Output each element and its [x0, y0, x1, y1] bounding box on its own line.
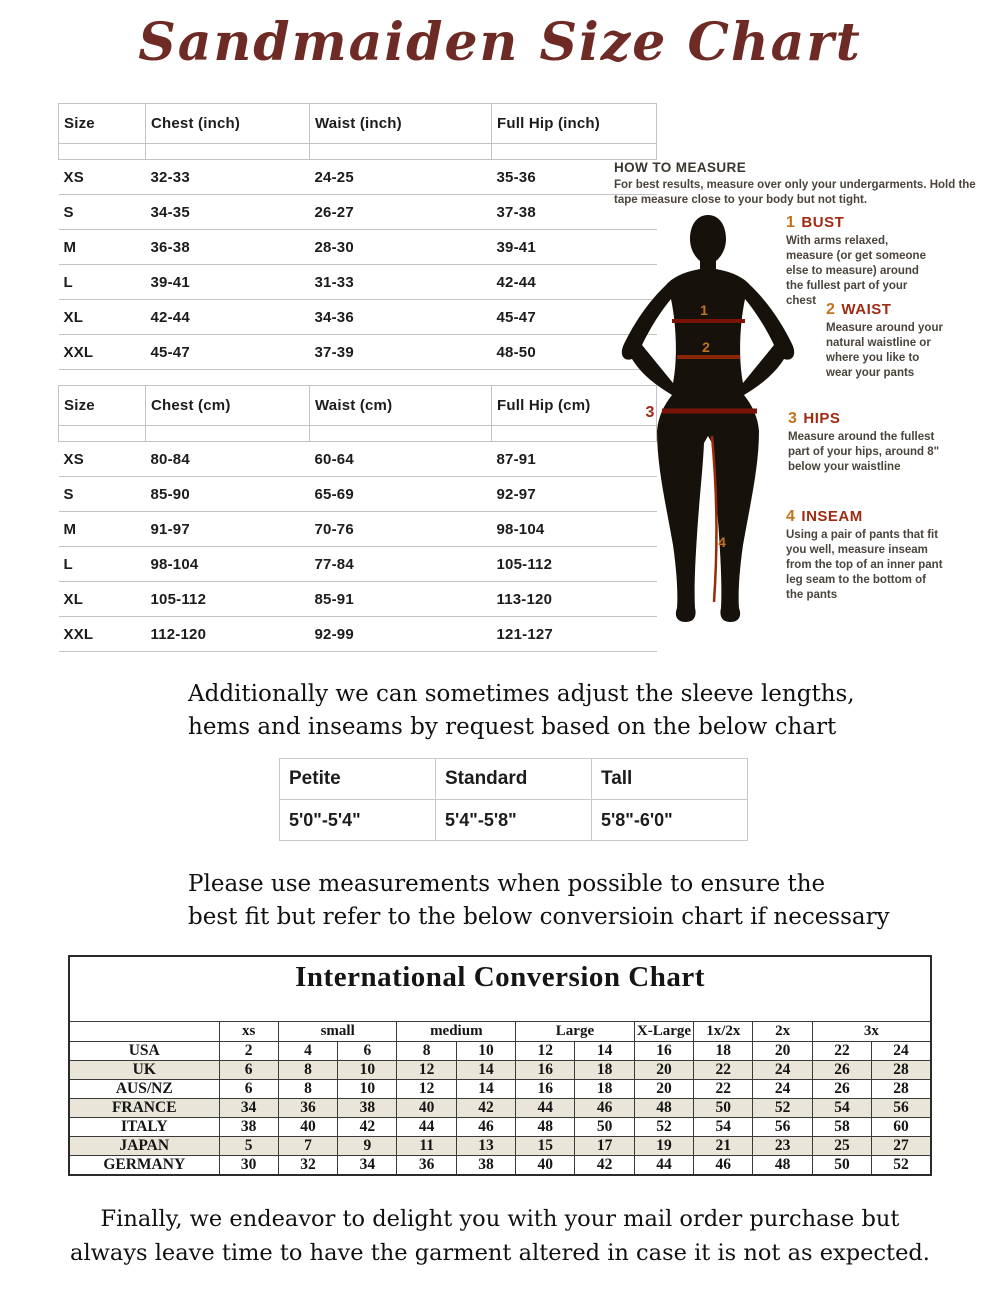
conversion-size-value: 50: [694, 1099, 753, 1118]
conversion-group-header: 3x: [812, 1022, 931, 1042]
size-table-row: [59, 300, 657, 335]
conversion-size-value: 56: [872, 1099, 931, 1118]
conversion-size-value: 42: [338, 1118, 397, 1137]
column-header: Waist (cm): [310, 386, 492, 426]
conversion-size-value: 52: [753, 1099, 812, 1118]
height-range-table: [279, 758, 748, 841]
waist-cell: 70-76: [310, 512, 492, 547]
conversion-row-label: GERMANY: [69, 1156, 219, 1176]
conversion-size-value: 27: [872, 1137, 931, 1156]
conversion-row-label: FRANCE: [69, 1099, 219, 1118]
conversion-size-value: 24: [753, 1080, 812, 1099]
size-table-row: [59, 477, 657, 512]
chest-cell: 105-112: [146, 582, 310, 617]
height-column-header: Tall: [592, 759, 748, 800]
how-to-measure-title: HOW TO MEASURE: [614, 160, 747, 175]
conversion-size-value: 34: [338, 1156, 397, 1176]
hip-cell: 42-44: [492, 265, 657, 300]
size-table-row: [59, 160, 657, 195]
conversion-size-value: 12: [516, 1042, 575, 1061]
spacer-cell: [146, 426, 310, 442]
bust-note-heading: [786, 214, 936, 232]
hips-note-number: 3: [788, 410, 798, 427]
conversion-size-value: 12: [397, 1061, 456, 1080]
conversion-size-value: 23: [753, 1137, 812, 1156]
conversion-size-value: 26: [812, 1061, 871, 1080]
size-table-row: [59, 230, 657, 265]
conversion-size-value: 50: [812, 1156, 871, 1176]
conversion-size-value: 42: [575, 1156, 634, 1176]
conversion-size-value: 58: [812, 1118, 871, 1137]
inseam-note-number: 4: [786, 508, 796, 525]
waist-cell: 92-99: [310, 617, 492, 652]
adjustment-note-paragraph: [188, 678, 868, 744]
conversion-size-value: 10: [338, 1061, 397, 1080]
conversion-title-row: [69, 956, 931, 1022]
column-header: Chest (cm): [146, 386, 310, 426]
waist-note-heading: [826, 301, 948, 319]
spacer-cell: [310, 426, 492, 442]
chest-cell: 45-47: [146, 335, 310, 370]
size-cell: XS: [59, 442, 146, 477]
conversion-size-value: 20: [634, 1080, 693, 1099]
conversion-size-value: 4: [278, 1042, 337, 1061]
paragraph-line: hems and inseams by request based on the below chart: [188, 714, 837, 740]
page-title: Sandmaiden Size Chart: [138, 12, 862, 73]
hip-cell: 48-50: [492, 335, 657, 370]
height-column-header: Standard: [436, 759, 592, 800]
conversion-size-value: 28: [872, 1061, 931, 1080]
hip-cell: 113-120: [492, 582, 657, 617]
chest-cell: 91-97: [146, 512, 310, 547]
size-table-row: [59, 512, 657, 547]
conversion-size-value: 8: [278, 1080, 337, 1099]
conversion-size-value: 44: [397, 1118, 456, 1137]
conversion-size-value: 24: [753, 1061, 812, 1080]
waist-cell: 37-39: [310, 335, 492, 370]
conversion-size-value: 20: [634, 1061, 693, 1080]
hip-cell: 39-41: [492, 230, 657, 265]
chest-cell: 98-104: [146, 547, 310, 582]
column-header: Size: [59, 104, 146, 144]
conversion-row: [69, 1061, 931, 1080]
conversion-size-value: 16: [516, 1061, 575, 1080]
column-header: Size: [59, 386, 146, 426]
conversion-size-value: 46: [456, 1118, 515, 1137]
conversion-size-value: 24: [872, 1042, 931, 1061]
conversion-row-label: JAPAN: [69, 1137, 219, 1156]
waist-cell: 60-64: [310, 442, 492, 477]
conversion-size-value: 50: [575, 1118, 634, 1137]
waist-note-label: WAIST: [841, 301, 892, 318]
waist-cell: 31-33: [310, 265, 492, 300]
figure-marker-4: 4: [718, 534, 726, 550]
hip-cell: 92-97: [492, 477, 657, 512]
chest-cell: 112-120: [146, 617, 310, 652]
spacer-cell: [492, 144, 657, 160]
conversion-size-value: 28: [872, 1080, 931, 1099]
paragraph-line: always leave time to have the garment altered in case it is not as expected.: [70, 1240, 930, 1266]
conversion-size-value: 19: [634, 1137, 693, 1156]
chest-cell: 32-33: [146, 160, 310, 195]
conversion-size-value: 5: [219, 1137, 278, 1156]
size-cell: L: [59, 547, 146, 582]
conversion-size-value: 9: [338, 1137, 397, 1156]
waist-cell: 26-27: [310, 195, 492, 230]
hips-note: [788, 410, 946, 475]
size-table-row: [59, 195, 657, 230]
conversion-size-value: 25: [812, 1137, 871, 1156]
waist-note-text: Measure around your natural waistline or where you like to wear your pants: [826, 322, 943, 379]
figure-marker-2: 2: [702, 339, 710, 355]
body-silhouette-figure: [604, 202, 812, 644]
conversion-size-value: 60: [872, 1118, 931, 1137]
measurements-note-paragraph: [188, 868, 908, 934]
size-cell: XL: [59, 300, 146, 335]
size-cell: XXL: [59, 617, 146, 652]
paragraph-line: best fit but refer to the below conversioin chart if necessary: [188, 904, 890, 930]
inseam-note-label: INSEAM: [801, 508, 863, 525]
hip-cell: 37-38: [492, 195, 657, 230]
waist-cell: 77-84: [310, 547, 492, 582]
chest-cell: 34-35: [146, 195, 310, 230]
conversion-size-value: 26: [812, 1080, 871, 1099]
inseam-note-text: Using a pair of pants that fit you well, measure inseam from the top of an inner pant leg seam to the bottom of the pants: [786, 529, 943, 601]
conversion-size-value: 20: [753, 1042, 812, 1061]
paragraph-line: Finally, we endeavor to delight you with your mail order purchase but: [100, 1206, 900, 1232]
conversion-size-value: 15: [516, 1137, 575, 1156]
closing-note-paragraph: [0, 1202, 1000, 1270]
hip-cell: 35-36: [492, 160, 657, 195]
waist-cell: 34-36: [310, 300, 492, 335]
spacer-row: [59, 144, 657, 160]
chest-cell: 39-41: [146, 265, 310, 300]
conversion-size-value: 18: [575, 1061, 634, 1080]
height-range-value: 5'4"-5'8": [436, 800, 592, 841]
conversion-size-value: 40: [397, 1099, 456, 1118]
hip-cell: 105-112: [492, 547, 657, 582]
figure-marker-1: 1: [700, 302, 708, 318]
waist-note: [826, 301, 948, 381]
conversion-size-value: 6: [338, 1042, 397, 1061]
chest-cell: 85-90: [146, 477, 310, 512]
size-cell: L: [59, 265, 146, 300]
inseam-note-heading: [786, 508, 946, 526]
conversion-size-value: 6: [219, 1061, 278, 1080]
hip-cell: 87-91: [492, 442, 657, 477]
waist-note-number: 2: [826, 301, 836, 318]
conversion-size-value: 14: [456, 1080, 515, 1099]
conversion-group-header-row: [69, 1022, 931, 1042]
size-cell: S: [59, 195, 146, 230]
conversion-size-value: 38: [456, 1156, 515, 1176]
conversion-group-header: medium: [397, 1022, 516, 1042]
size-cell: XL: [59, 582, 146, 617]
how-to-measure-intro: For best results, measure over only your undergarments. Hold the tape measure close to your body but not tight.: [614, 179, 976, 206]
conversion-size-value: 16: [516, 1080, 575, 1099]
size-table-inches: [58, 103, 657, 370]
conversion-size-value: 22: [812, 1042, 871, 1061]
size-table-row: [59, 617, 657, 652]
conversion-size-value: 17: [575, 1137, 634, 1156]
conversion-row: [69, 1099, 931, 1118]
conversion-size-value: 48: [634, 1099, 693, 1118]
hips-note-label: HIPS: [803, 410, 841, 427]
hips-note-heading: [788, 410, 946, 428]
conversion-size-value: 7: [278, 1137, 337, 1156]
size-cell: XXL: [59, 335, 146, 370]
conversion-size-value: 38: [219, 1118, 278, 1137]
waist-cell: 85-91: [310, 582, 492, 617]
height-header-row: [280, 759, 748, 800]
conversion-size-value: 2: [219, 1042, 278, 1061]
size-table-row: [59, 265, 657, 300]
size-table-inch-header-row: [59, 104, 657, 144]
conversion-row-label: UK: [69, 1061, 219, 1080]
hip-cell: 98-104: [492, 512, 657, 547]
conversion-size-value: 44: [634, 1156, 693, 1176]
chest-cell: 80-84: [146, 442, 310, 477]
height-column-header: Petite: [280, 759, 436, 800]
waist-cell: 24-25: [310, 160, 492, 195]
conversion-row-label: ITALY: [69, 1118, 219, 1137]
bust-note-label: BUST: [801, 214, 845, 231]
conversion-size-value: 48: [516, 1118, 575, 1137]
conversion-size-value: 40: [516, 1156, 575, 1176]
size-table-row: [59, 582, 657, 617]
how-to-measure-block: [614, 160, 992, 208]
conversion-group-header: X-Large: [634, 1022, 693, 1042]
size-table-row: [59, 547, 657, 582]
conversion-size-value: 8: [397, 1042, 456, 1061]
conversion-size-value: 54: [812, 1099, 871, 1118]
conversion-size-value: 6: [219, 1080, 278, 1099]
chest-cell: 42-44: [146, 300, 310, 335]
conversion-size-value: 38: [338, 1099, 397, 1118]
column-header: Full Hip (cm): [492, 386, 657, 426]
conversion-row: [69, 1118, 931, 1137]
spacer-cell: [59, 144, 146, 160]
inseam-note: [786, 508, 946, 603]
conversion-size-value: 18: [694, 1042, 753, 1061]
size-cell: M: [59, 230, 146, 265]
conversion-size-value: 22: [694, 1061, 753, 1080]
conversion-size-value: 10: [338, 1080, 397, 1099]
conversion-size-value: 14: [456, 1061, 515, 1080]
conversion-size-value: 10: [456, 1042, 515, 1061]
conversion-size-value: 52: [634, 1118, 693, 1137]
spacer-row: [59, 426, 657, 442]
conversion-size-value: 56: [753, 1118, 812, 1137]
conversion-size-value: 46: [575, 1099, 634, 1118]
conversion-size-value: 36: [397, 1156, 456, 1176]
conversion-size-value: 40: [278, 1118, 337, 1137]
size-table-row: [59, 335, 657, 370]
conversion-row: [69, 1080, 931, 1099]
paragraph-line: Please use measurements when possible to ensure the: [188, 871, 826, 897]
size-table-cm-header-row: [59, 386, 657, 426]
conversion-size-value: 8: [278, 1061, 337, 1080]
height-range-value: 5'8"-6'0": [592, 800, 748, 841]
conversion-group-header: 2x: [753, 1022, 812, 1042]
conversion-size-value: 54: [694, 1118, 753, 1137]
conversion-size-value: 12: [397, 1080, 456, 1099]
size-table-centimeters: [58, 385, 657, 652]
conversion-size-value: 46: [694, 1156, 753, 1176]
conversion-size-value: 52: [872, 1156, 931, 1176]
spacer-cell: [146, 144, 310, 160]
conversion-size-value: 18: [575, 1080, 634, 1099]
conversion-size-value: 11: [397, 1137, 456, 1156]
column-header: Full Hip (inch): [492, 104, 657, 144]
waist-cell: 65-69: [310, 477, 492, 512]
column-header: Chest (inch): [146, 104, 310, 144]
height-range-value: 5'0"-5'4": [280, 800, 436, 841]
figure-marker-3: 3: [645, 404, 655, 421]
hip-cell: 121-127: [492, 617, 657, 652]
size-cell: M: [59, 512, 146, 547]
conversion-size-value: 21: [694, 1137, 753, 1156]
column-header: Waist (inch): [310, 104, 492, 144]
conversion-chart-title: International Conversion Chart: [69, 956, 931, 1022]
conversion-size-value: 34: [219, 1099, 278, 1118]
size-cell: XS: [59, 160, 146, 195]
conversion-group-header: xs: [219, 1022, 278, 1042]
bust-note-number: 1: [786, 214, 796, 231]
conversion-row: [69, 1042, 931, 1061]
height-value-row: [280, 800, 748, 841]
bust-note: [786, 214, 936, 309]
conversion-size-value: 48: [753, 1156, 812, 1176]
conversion-size-value: 30: [219, 1156, 278, 1176]
size-table-row: [59, 442, 657, 477]
conversion-group-header: 1x/2x: [694, 1022, 753, 1042]
conversion-size-value: 22: [694, 1080, 753, 1099]
spacer-cell: [310, 144, 492, 160]
hip-cell: 45-47: [492, 300, 657, 335]
conversion-size-value: 13: [456, 1137, 515, 1156]
conversion-row-label: AUS/NZ: [69, 1080, 219, 1099]
bust-note-text: With arms relaxed, measure (or get someone else to measure) around the fullest part of your chest: [786, 235, 926, 307]
conversion-group-header: small: [278, 1022, 397, 1042]
international-conversion-chart: [68, 955, 932, 1176]
conversion-size-value: 42: [456, 1099, 515, 1118]
chest-cell: 36-38: [146, 230, 310, 265]
paragraph-line: Additionally we can sometimes adjust the sleeve lengths,: [188, 681, 855, 707]
waist-cell: 28-30: [310, 230, 492, 265]
size-cell: S: [59, 477, 146, 512]
spacer-cell: [59, 426, 146, 442]
conversion-size-value: 32: [278, 1156, 337, 1176]
conversion-size-value: 44: [516, 1099, 575, 1118]
conversion-size-value: 36: [278, 1099, 337, 1118]
conversion-row-label: USA: [69, 1042, 219, 1061]
conversion-row: [69, 1156, 931, 1176]
hips-note-text: Measure around the fullest part of your hips, around 8" below your waistline: [788, 431, 940, 473]
conversion-corner-cell: [69, 1022, 219, 1042]
conversion-size-value: 16: [634, 1042, 693, 1061]
conversion-row: [69, 1137, 931, 1156]
conversion-group-header: Large: [516, 1022, 635, 1042]
conversion-size-value: 14: [575, 1042, 634, 1061]
